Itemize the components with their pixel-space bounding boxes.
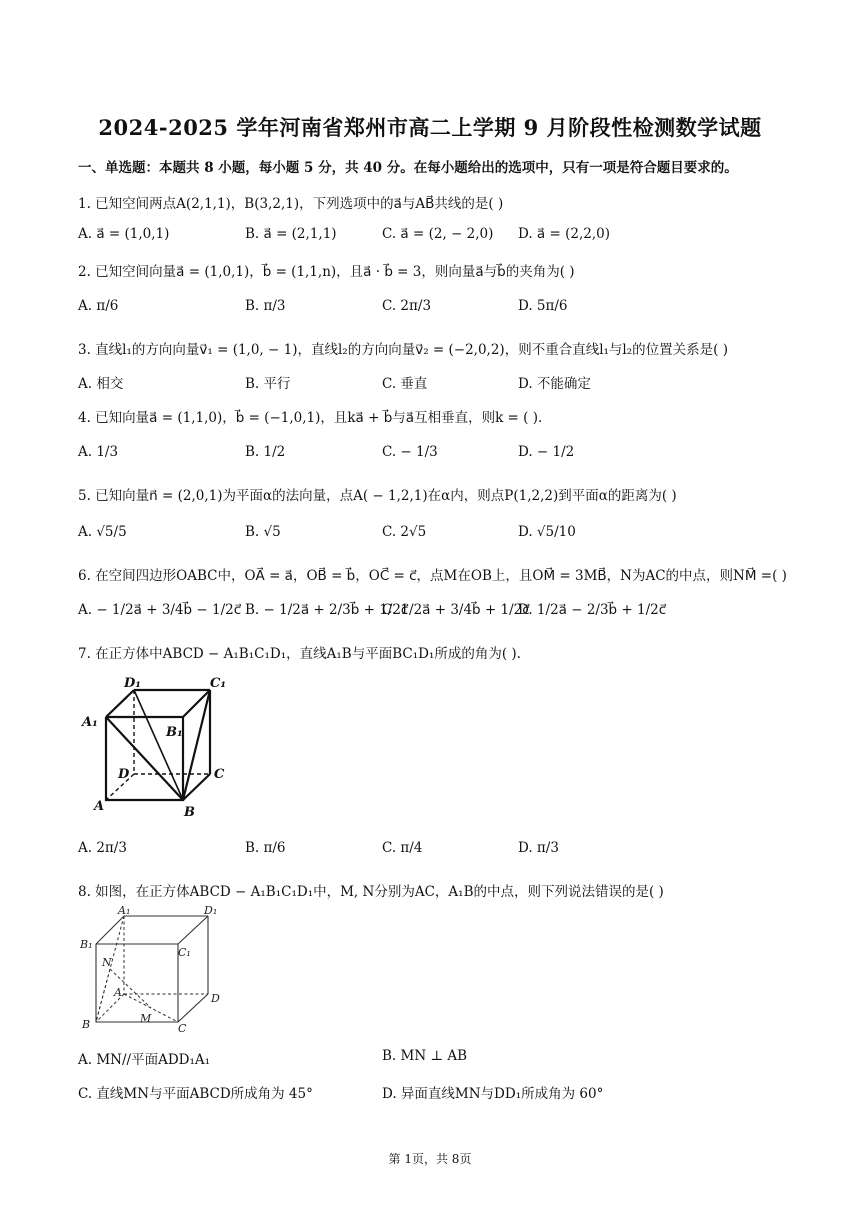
cube-diagram-q7: [78, 672, 248, 822]
q5-option-b: B. √5: [245, 524, 281, 540]
question-2-stem: 2. 已知空间向量a⃗ = (1,0,1)，b⃗ = (1,1,n)，且a⃗ · b⃗ = 3，则向量a⃗与b⃗的夹角为( ): [78, 264, 575, 280]
question-8-stem: 8. 如图，在正方体ABCD − A₁B₁C₁D₁中，M, N分别为AC，A₁B的中点，则下列说法错误的是( ): [78, 884, 664, 900]
q3-option-b: B. 平行: [245, 376, 291, 392]
q2-option-d: D. 5π/6: [518, 298, 568, 314]
vertex-label: B: [82, 1018, 91, 1031]
vertex-label: D: [118, 767, 130, 782]
q3-option-a: A. 相交: [78, 376, 124, 392]
q3-option-c: C. 垂直: [382, 376, 428, 392]
q7-option-b: B. π/6: [245, 840, 286, 856]
vertex-label: A₁: [118, 904, 131, 917]
q8-option-b: B. MN ⊥ AB: [382, 1048, 468, 1064]
vertex-label: C: [214, 767, 225, 782]
question-5-stem: 5. 已知向量n⃗ = (2,0,1)为平面α的法向量，点A( − 1,2,1)在α内，则点P(1,2,2)到平面α的距离为( ): [78, 488, 677, 504]
vertex-label: N: [102, 956, 112, 969]
vertex-label: C₁: [210, 676, 227, 691]
vertex-label: B₁: [166, 725, 183, 740]
q1-option-a: A. a⃗ = (1,0,1): [78, 226, 170, 242]
q4-option-a: A. 1/3: [78, 444, 119, 460]
q8-option-d: D. 异面直线MN与DD₁所成角为 60°: [382, 1086, 604, 1102]
cube-figure-q8: [78, 904, 238, 1036]
q5-option-a: A. √5/5: [78, 524, 127, 540]
q3-option-d: D. 不能确定: [518, 376, 591, 392]
q2-option-c: C. 2π/3: [382, 298, 432, 314]
q1-option-d: D. a⃗ = (2,2,0): [518, 226, 610, 242]
page-footer: 第 1页，共 8页: [388, 1152, 472, 1166]
vertex-label: C₁: [178, 946, 191, 959]
q7-option-a: A. 2π/3: [78, 840, 127, 856]
q7-option-d: D. π/3: [518, 840, 559, 856]
q6-option-b: B. − 1/2a⃗ + 2/3b⃗ + 1/2c⃗: [245, 602, 409, 618]
question-7-stem: 7. 在正方体中ABCD − A₁B₁C₁D₁，直线A₁B与平面BC₁D₁所成的角为( ).: [78, 646, 521, 662]
vertex-label: B: [184, 805, 195, 820]
vertex-label: B₁: [80, 938, 93, 951]
q8-option-a: A. MN//平面ADD₁A₁: [78, 1052, 211, 1068]
vertex-label: D: [211, 992, 220, 1005]
q4-option-d: D. − 1/2: [518, 444, 575, 460]
q1-option-b: B. a⃗ = (2,1,1): [245, 226, 337, 242]
question-1-stem: 1. 已知空间两点A(2,1,1)，B(3,2,1)，下列选项中的a⃗与AB⃗共线的是( ): [78, 196, 504, 212]
cube-diagram-q8: [78, 904, 238, 1036]
vertex-label: D₁: [124, 676, 141, 691]
q5-option-c: C. 2√5: [382, 524, 427, 540]
q7-option-c: C. π/4: [382, 840, 423, 856]
q4-option-b: B. 1/2: [245, 444, 286, 460]
q6-option-a: A. − 1/2a⃗ + 3/4b⃗ − 1/2c⃗: [78, 602, 242, 618]
vertex-label: A: [94, 799, 105, 814]
question-4-stem: 4. 已知向量a⃗ = (1,1,0)，b⃗ = (−1,0,1)，且ka⃗ + b⃗与a⃗互相垂直，则k = ( ).: [78, 410, 543, 426]
vertex-label: A: [114, 986, 122, 999]
vertex-label: C: [178, 1022, 187, 1035]
page-title: 2024-2025 学年河南省郑州市高二上学期 9 月阶段性检测数学试题: [98, 115, 762, 140]
q1-option-c: C. a⃗ = (2, − 2,0): [382, 226, 494, 242]
q6-option-c: C. 1/2a⃗ + 3/4b⃗ + 1/2c⃗: [382, 602, 530, 618]
vertex-label: M: [140, 1012, 152, 1025]
q4-option-c: C. − 1/3: [382, 444, 438, 460]
q2-option-a: A. π/6: [78, 298, 119, 314]
cube-figure-q7: [78, 672, 248, 822]
question-6-stem: 6. 在空间四边形OABC中，OA⃗ = a⃗，OB⃗ = b⃗，OC⃗ = c⃗，点M在OB上，且OM⃗ = 3MB⃗，N为AC的中点，则NM⃗ =( ): [78, 568, 787, 584]
q8-option-c: C. 直线MN与平面ABCD所成角为 45°: [78, 1086, 313, 1102]
vertex-label: A₁: [82, 715, 98, 730]
q5-option-d: D. √5/10: [518, 524, 576, 540]
q6-option-d: D. 1/2a⃗ − 2/3b⃗ + 1/2c⃗: [518, 602, 667, 618]
question-3-stem: 3. 直线l₁的方向向量v⃗₁ = (1,0, − 1)，直线l₂的方向向量v⃗₂ = (−2,0,2)，则不重合直线l₁与l₂的位置关系是( ): [78, 342, 728, 358]
q2-option-b: B. π/3: [245, 298, 286, 314]
section-heading: 一、单选题：本题共 8 小题，每小题 5 分，共 40 分。在每小题给出的选项中，只有一项是符合题目要求的。: [78, 160, 738, 176]
vertex-label: D₁: [204, 904, 218, 917]
